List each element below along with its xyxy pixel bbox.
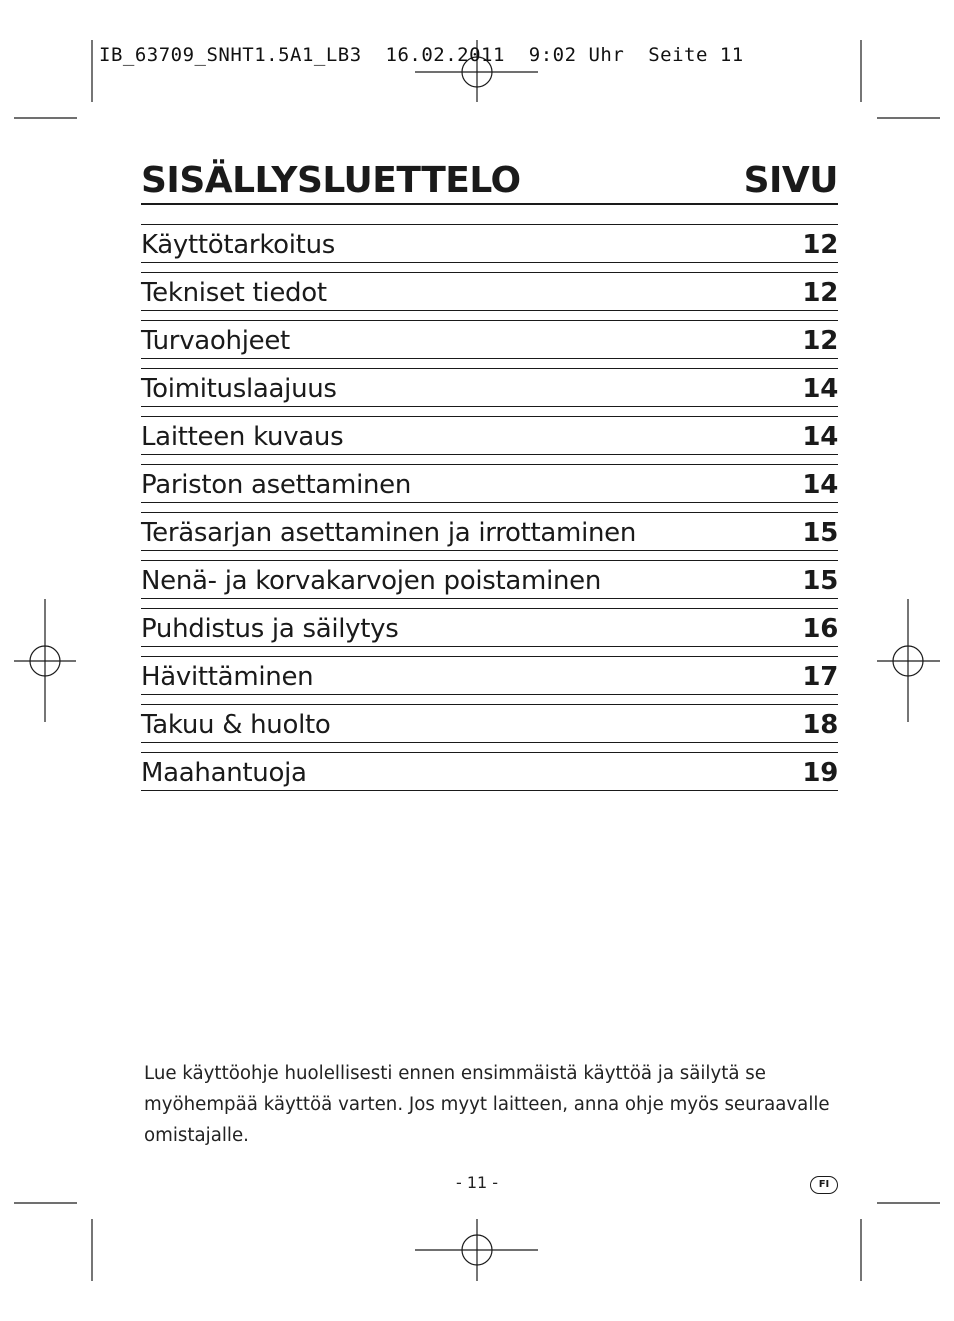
toc-entry-page: 14: [802, 470, 838, 500]
toc-list: [141, 224, 838, 791]
toc-entry-title: Tekniset tiedot: [141, 278, 327, 308]
toc-entry-title: Nenä- ja korvakarvojen poistaminen: [141, 566, 602, 596]
toc-entry-title: Toimituslaajuus: [141, 374, 337, 404]
print-slug-line: IB_63709_SNHT1.5A1_LB3 16.02.2011 9:02 Uhr Seite 11: [99, 44, 744, 66]
toc-entry: [141, 560, 838, 599]
toc-entry-page: 18: [802, 710, 838, 740]
registration-mark-bottom: [415, 1219, 538, 1281]
toc-entry-title: Pariston asettaminen: [141, 470, 412, 500]
toc-header: [141, 155, 838, 205]
toc-entry-title: Laitteen kuvaus: [141, 422, 344, 452]
toc-entry: [141, 608, 838, 647]
registration-mark-left: [14, 599, 76, 722]
toc-entry-title: Turvaohjeet: [141, 326, 290, 356]
instructions-note: Lue käyttöohje huolellisesti ennen ensimmäistä käyttöä ja säilytä se myöhempää käyttöä varten. Jos myyt laitteen, anna ohje myös seuraavalle omistajalle.: [144, 1063, 830, 1146]
table-of-contents: [141, 155, 838, 800]
toc-title: SISÄLLYSLUETTELO: [141, 160, 521, 201]
toc-entry-title: Teräsarjan asettaminen ja irrottaminen: [141, 518, 637, 548]
toc-entry: [141, 368, 838, 407]
toc-entry-page: 16: [802, 614, 838, 644]
toc-entry: [141, 512, 838, 551]
toc-entry-title: Käyttötarkoitus: [141, 230, 336, 260]
toc-entry-page: 12: [802, 278, 838, 308]
toc-entry-title: Hävittäminen: [141, 662, 314, 692]
toc-entry-page: 17: [802, 662, 838, 692]
toc-entry-title: Puhdistus ja säilytys: [141, 614, 399, 644]
toc-entry: [141, 752, 838, 791]
toc-entry-page: 19: [802, 758, 838, 788]
page-number: - 11 -: [455, 1173, 499, 1192]
toc-entry-page: 15: [802, 566, 838, 596]
toc-entry-page: 14: [802, 374, 838, 404]
toc-entry: [141, 704, 838, 743]
language-badge: FI: [810, 1176, 838, 1194]
toc-entry: [141, 272, 838, 311]
toc-entry-title: Maahantuoja: [141, 758, 307, 788]
toc-entry: [141, 224, 838, 263]
toc-entry-page: 15: [802, 518, 838, 548]
toc-entry-title: Takuu & huolto: [141, 710, 331, 740]
toc-entry-page: 12: [802, 326, 838, 356]
toc-entry: [141, 416, 838, 455]
registration-mark-right: [877, 599, 940, 722]
toc-entry: [141, 320, 838, 359]
toc-entry-page: 12: [802, 230, 838, 260]
toc-entry-page: 14: [802, 422, 838, 452]
toc-entry: [141, 464, 838, 503]
toc-page-heading: SIVU: [743, 160, 838, 201]
toc-entry: [141, 656, 838, 695]
